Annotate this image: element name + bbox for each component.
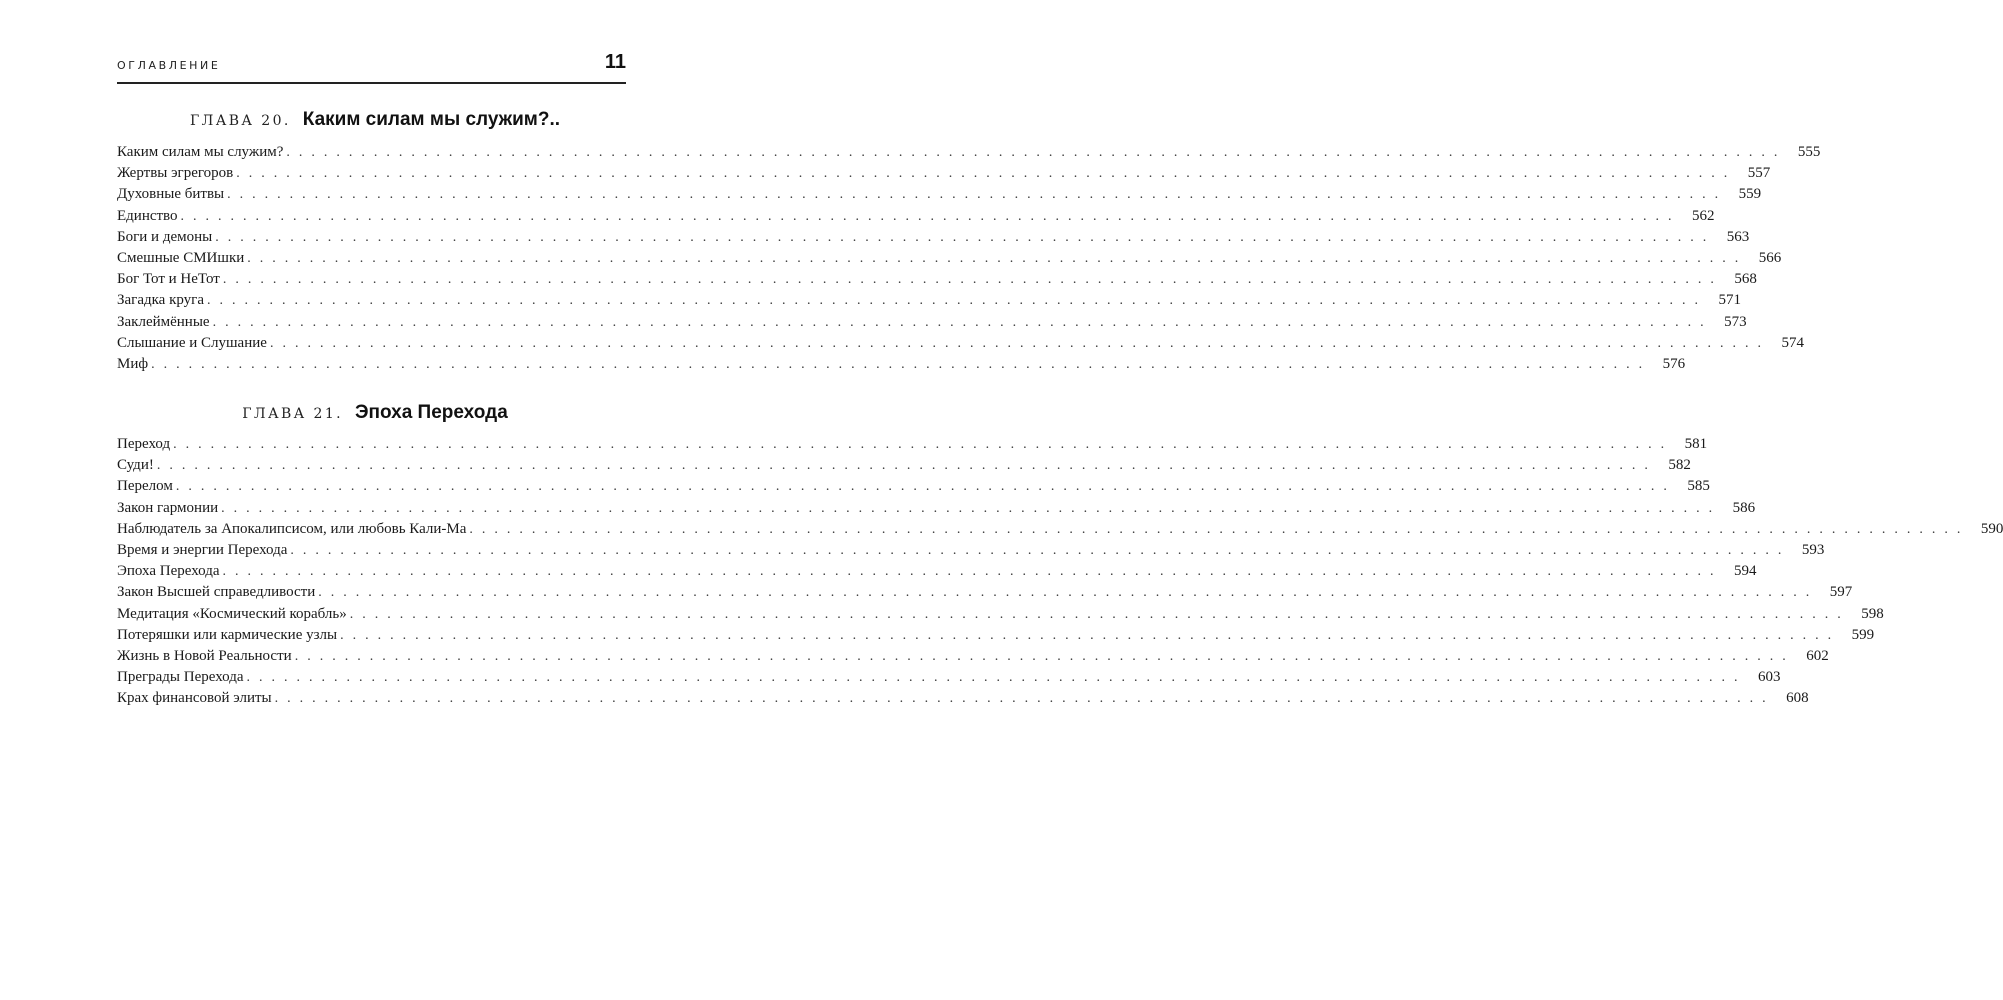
toc-entry-page: 573 [1724,313,1747,330]
toc-entry-page: 562 [1692,207,1715,224]
dot-leader: ........................................................................................................................ [286,145,1787,160]
dot-leader: ........................................................................................................................ [290,542,1791,558]
toc-entry-page: 599 [1851,626,1875,643]
toc-entry [117,582,1853,603]
toc-entry-page: 602 [1806,647,1829,664]
toc-entry-page: 597 [1829,584,1853,601]
toc-entry-page: 555 [1797,144,1821,160]
dot-leader: ........................................................................................................................ [175,479,1676,495]
dot-leader: ........................................................................................................................ [294,648,1795,664]
toc-entry-title: Смешные СМИшки [117,249,245,266]
toc-entry [117,333,1804,354]
toc-entry-title: Переход [117,436,171,452]
toc-entry-title: Суди! [117,457,154,474]
dot-leader: ........................................................................................................................ [274,691,1775,707]
dot-leader: ........................................................................................................................ [222,272,1723,288]
toc-entry-title: Медитация «Космический корабль» [117,605,347,622]
chapter-label: ГЛАВА 20. [189,113,291,129]
toc-entry-title: Слышание и Слушание [117,334,267,351]
toc-entry [117,354,1686,375]
dot-leader: ........................................................................................................................ [156,458,1657,474]
toc-entry-page: 559 [1738,186,1762,203]
toc-entry-title: Миф [117,355,149,372]
toc-entry-page: 566 [1758,249,1782,266]
dot-leader: ........................................................................................................................ [151,356,1652,372]
toc-entry-page: 576 [1662,355,1686,372]
chapter-title: Эпоха Перехода [355,402,508,423]
dot-leader: ........................................................................................................................ [318,585,1819,601]
toc-list-chapter-21 [117,434,2003,709]
toc-entry-title: Эпоха Перехода [117,563,220,580]
toc-entry [117,142,1821,163]
chapter-label: ГЛАВА 21. [242,406,343,422]
toc-entry-title: Загадка круга [117,292,204,309]
toc-entry [117,184,1762,205]
toc-entry [117,688,1809,709]
chapter-heading-20 [0,109,750,131]
dot-leader: ........................................................................................................................ [206,293,1707,309]
toc-entry-title: Боги и демоны [117,228,213,245]
toc-entry-title: Закон гармонии [117,499,219,516]
toc-entry-page: 586 [1732,499,1756,516]
toc-entry-title: Крах финансовой элиты [117,690,272,707]
toc-entry-title: Единство [117,207,178,224]
toc-entry [117,434,1708,455]
toc-entry-title: Потеряшки или кармические узлы [117,626,338,643]
toc-entry-page: 568 [1734,271,1757,288]
toc-entry-title: Преграды Перехода [117,669,244,686]
toc-entry-page: 608 [1786,690,1809,707]
toc-entry-page: 581 [1684,436,1708,452]
dot-leader: ........................................................................................................................ [349,606,1850,622]
toc-entry-page: 594 [1734,563,1757,580]
toc-entry [117,163,1771,184]
dot-leader: ........................................................................................................................ [221,500,1722,516]
dot-leader: ........................................................................................................................ [469,521,1970,537]
toc-entry-title: Духовные битвы [117,186,225,203]
toc-entry-page: 598 [1861,605,1884,622]
toc-entry [117,540,1825,561]
toc-entry-title: Каким силам мы служим? [117,144,284,160]
toc-entry-page: 571 [1718,292,1741,309]
toc-entry-title: Заклеймённые [117,313,210,330]
dot-leader: ........................................................................................................................ [269,335,1770,351]
toc-entry [117,290,1741,311]
toc-entry [117,646,1829,667]
chapter-title: Каким силам мы служим?.. [302,109,561,130]
toc-entry-page: 603 [1758,669,1781,686]
dot-leader: ........................................................................................................................ [227,187,1728,203]
toc-entry-page: 574 [1781,334,1804,351]
toc-entry [117,206,1715,227]
toc-entry [117,561,1757,582]
toc-entry [117,312,1747,333]
toc-entry-page: 563 [1726,228,1750,245]
toc-entry [117,248,1782,269]
dot-leader: ........................................................................................................................ [212,314,1713,330]
toc-entry [117,476,1710,497]
toc-entry [117,604,1884,625]
dot-leader: ........................................................................................................................ [236,166,1737,182]
dot-leader: ........................................................................................................................ [247,250,1748,266]
toc-entry-page: 557 [1747,165,1771,182]
toc-list-chapter-20 [117,142,1821,375]
toc-entry-page: 590 [1980,520,2003,537]
running-title: ОГЛАВЛЕНИЕ [117,59,221,72]
toc-entry [117,667,1781,688]
toc-entry-title: Перелом [117,478,173,495]
running-header [117,50,626,84]
toc-entry [117,269,1757,290]
toc-entry [117,227,1750,248]
toc-entry [117,625,1875,646]
dot-leader: ........................................................................................................................ [180,208,1681,224]
toc-entry [117,519,2003,540]
toc-entry-title: Жизнь в Новой Реальности [117,647,292,664]
toc-entry-title: Жертвы эгрегоров [117,165,234,182]
dot-leader: ........................................................................................................................ [173,437,1674,452]
toc-entry-page: 585 [1687,478,1710,495]
toc-entry [117,455,1691,476]
dot-leader: ........................................................................................................................ [222,564,1723,580]
toc-entry-title: Закон Высшей справедливости [117,584,316,601]
toc-entry-page: 582 [1668,457,1691,474]
toc-entry-title: Бог Тот и НеТот [117,271,220,288]
dot-leader: ........................................................................................................................ [246,670,1747,686]
dot-leader: ........................................................................................................................ [340,627,1841,643]
toc-entry-title: Время и энергии Перехода [117,541,288,558]
chapter-heading-21 [0,402,750,424]
toc-entry [117,498,1756,519]
toc-entry-page: 593 [1801,541,1825,558]
toc-entry-title: Наблюдатель за Апокалипсисом, или любовь Кали-Ма [117,520,467,537]
dot-leader: ........................................................................................................................ [215,229,1716,245]
page-number: 11 [604,51,626,73]
